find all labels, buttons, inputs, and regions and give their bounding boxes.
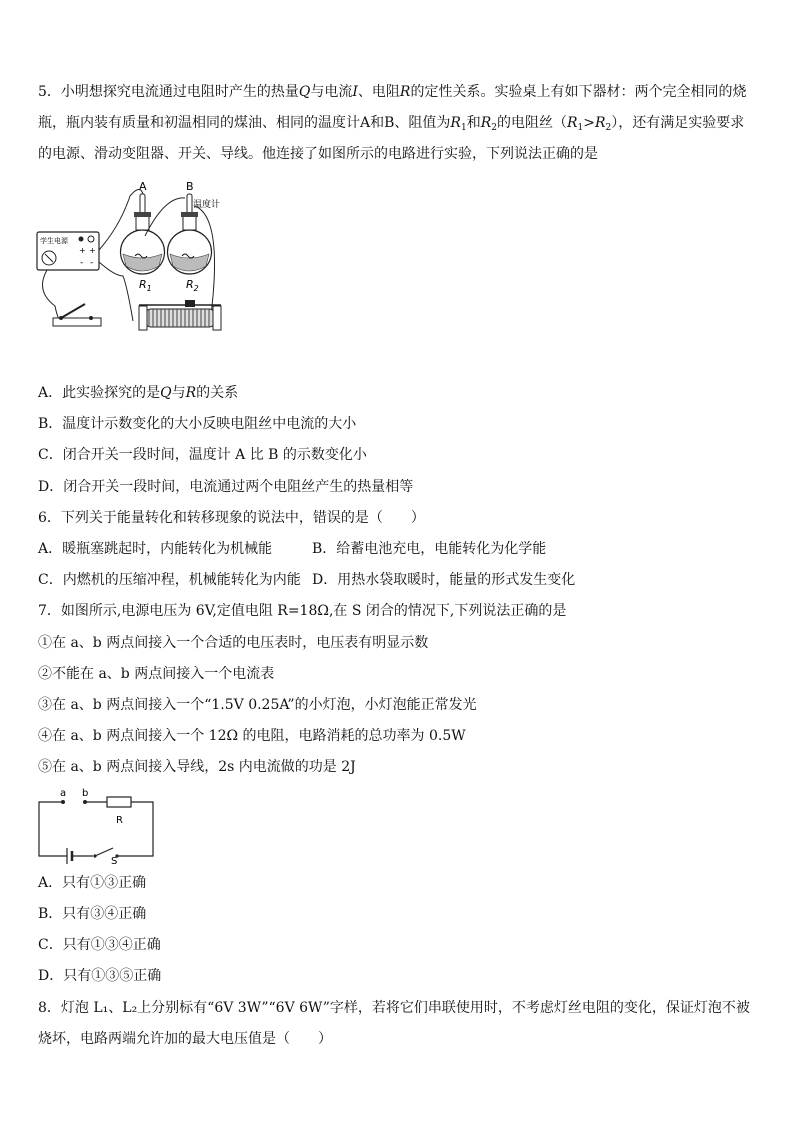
- q6-option-c: C．内燃机的压缩冲程，机械能转化为内能: [38, 572, 301, 588]
- q7-statement-4: ④在 a、b 两点间接入一个 12Ω 的电阻，电路消耗的总功率为 0.5W: [38, 728, 466, 744]
- power-supply-label: 学生电源: [40, 237, 68, 245]
- q7-statement-3: ③在 a、b 两点间接入一个“1.5V 0.25A”的小灯泡，小灯泡能正常发光: [38, 697, 477, 713]
- terminal-a-label: a: [60, 788, 67, 799]
- symbol-i: I: [352, 84, 358, 100]
- r2-label: $R_2$: [186, 278, 199, 293]
- power-supply: [37, 232, 99, 270]
- q7-option-b: B．只有③④正确: [38, 906, 147, 922]
- q5-text: 的定性关系。实验桌上有如下器材：两个完全相同的烧: [410, 84, 747, 100]
- option-text: 与: [171, 385, 186, 401]
- flask-r2: [168, 212, 212, 274]
- sliding-rheostat: [139, 300, 221, 330]
- symbol-r1: R: [450, 115, 461, 131]
- q5-option-c: C．闭合开关一段时间，温度计 A 比 B 的示数变化小: [38, 447, 367, 463]
- q6-option-d: D．用热水袋取暖时，能量的形式发生变化: [312, 572, 576, 588]
- symbol-r: R: [399, 84, 411, 100]
- battery: [67, 848, 93, 864]
- q8-stem-line1: 8．灯泡 L₁、L₂上分别标有“6V 3W”“6V 6W”字样，若将它们串联使用时，不考虑灯丝电阻的变化，保证灯泡不被: [38, 1000, 750, 1016]
- terminal-b-label: b: [82, 788, 89, 799]
- svg-text:+: +: [79, 246, 86, 255]
- q5-text: 、电阻: [357, 84, 400, 100]
- q7-statement-2: ②不能在 a、b 两点间接入一个电流表: [38, 666, 275, 682]
- q7-stem: 7．如图所示,电源电压为 6V,定值电阻 R=18Ω,在 S 闭合的情况下,下列说法正确的是: [38, 603, 567, 619]
- q5-text: 和: [466, 115, 481, 131]
- q5-option-d: D．闭合开关一段时间，电流通过两个电阻丝产生的热量相等: [38, 479, 414, 495]
- q8-stem-line2: 烧坏，电路两端允许加的最大电压值是（ ）: [38, 1031, 332, 1047]
- q7-option-d: D．只有①③⑤正确: [38, 968, 162, 984]
- q5-option-b: B．温度计示数变化的大小反映电阻丝中电流的大小: [38, 416, 357, 432]
- q5-experiment-figure: [35, 176, 225, 336]
- q7-option-c: C．只有①③④正确: [38, 937, 161, 953]
- q5-text: 瓶，瓶内装有质量和初温相同的煤油、相同的温度计A和B、阻值为: [38, 115, 451, 131]
- symbol-q: Q: [160, 385, 172, 401]
- q5-option-a: [38, 383, 238, 403]
- symbol-q: Q: [298, 84, 311, 100]
- q6-stem: 6．下列关于能量转化和转移现象的说法中，错误的是（ ）: [38, 510, 425, 526]
- q7-circuit-diagram: [35, 786, 160, 864]
- subscript: 1: [577, 123, 584, 133]
- q5-text: 的电阻丝（: [496, 115, 567, 131]
- thermometer-b-label: B: [186, 180, 194, 193]
- q5-text: 5．小明想探究电流通过电阻时产生的热量: [38, 84, 299, 100]
- switch: [53, 304, 101, 326]
- switch-s-label: S: [111, 856, 118, 864]
- q5-text: >: [583, 115, 595, 131]
- option-text: 的关系: [196, 385, 239, 401]
- symbol-r1: R: [566, 115, 578, 131]
- resistor-r-label: R: [116, 815, 123, 826]
- svg-text:+: +: [89, 246, 96, 255]
- symbol-r2: R: [480, 115, 492, 131]
- thermometer-a-label: A: [139, 180, 147, 193]
- q5-stem-line3: 的电源、滑动变阻器、开关、导线。他连接了如图所示的电路进行实验，下列说法正确的是: [38, 146, 598, 162]
- q5-text: 与电流: [310, 84, 353, 100]
- symbol-r2: R: [594, 115, 606, 131]
- q6-option-b: B．给蓄电池充电，电能转化为化学能: [312, 541, 547, 557]
- flask-r1: [121, 212, 165, 274]
- r1-label: $R_1$: [139, 278, 152, 293]
- q7-statement-5: ⑤在 a、b 两点间接入导线，2s 内电流做的功是 2J: [38, 759, 356, 775]
- resistor-r: [107, 797, 131, 807]
- symbol-r: R: [185, 385, 197, 401]
- svg-text:-: -: [80, 258, 84, 268]
- thermometer-label: 温度计: [193, 200, 221, 210]
- q5-stem-line2: [38, 113, 744, 133]
- q7-option-a: A．只有①③正确: [38, 875, 147, 891]
- q5-stem-line1: [38, 82, 746, 102]
- subscript: 2: [491, 123, 497, 133]
- q6-option-a: A．暖瓶塞跳起时，内能转化为机械能: [38, 541, 273, 557]
- q5-text: ），还有满足实验要求: [611, 115, 745, 131]
- subscript: 2: [605, 123, 612, 133]
- option-text: A．此实验探究的是: [38, 385, 161, 401]
- q7-statement-1: ①在 a、b 两点间接入一个合适的电压表时，电压表有明显示数: [38, 635, 429, 651]
- subscript: 1: [460, 123, 467, 133]
- svg-text:-: -: [90, 258, 94, 268]
